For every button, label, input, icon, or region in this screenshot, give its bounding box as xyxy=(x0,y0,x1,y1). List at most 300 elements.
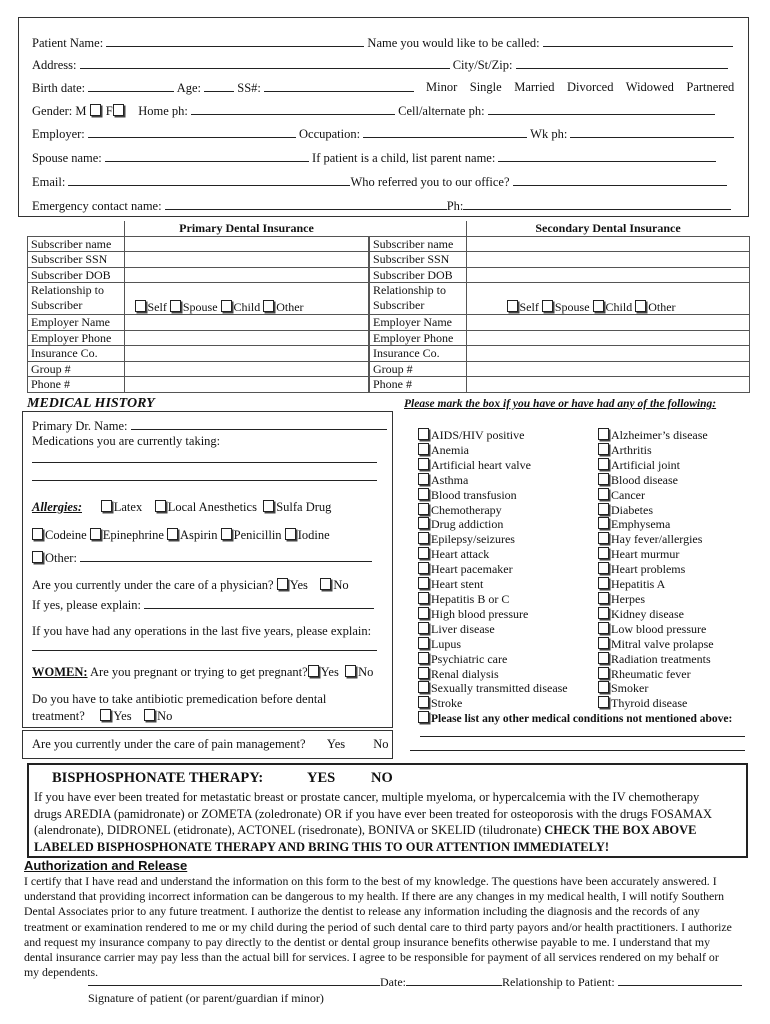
condition-item xyxy=(598,428,714,443)
other-conditions-checkbox[interactable] xyxy=(418,711,429,723)
allergies-label: Allergies: xyxy=(32,500,82,514)
no-label: No xyxy=(358,665,374,679)
emergency-field[interactable] xyxy=(165,198,447,210)
secondary-employer-name-field[interactable] xyxy=(466,315,750,331)
bisphosphonate-line: If you have ever been treated for metastatic breast or prostate cancer, multiple myeloma, or hypercalcemia with the IV chemotherapy xyxy=(34,790,700,804)
condition-checkbox[interactable] xyxy=(418,637,429,649)
condition-checkbox[interactable] xyxy=(418,592,429,604)
condition-label: Radiation treatments xyxy=(611,651,711,666)
date-field[interactable] xyxy=(406,974,502,986)
marital-partnered[interactable]: Partnered xyxy=(686,80,735,94)
condition-item xyxy=(598,443,714,458)
condition-checkbox[interactable] xyxy=(418,517,429,529)
patient-name-field[interactable] xyxy=(106,35,364,47)
ins-row-label: Subscriber name xyxy=(28,236,125,252)
condition-item xyxy=(418,577,568,592)
allergies-row-2 xyxy=(32,528,330,543)
condition-checkbox[interactable] xyxy=(598,473,609,485)
allergies-row-1 xyxy=(32,500,331,515)
date-label: Date: xyxy=(380,975,406,989)
other-conditions-label: Please list any other medical conditions not mentioned above: xyxy=(431,713,733,725)
condition-checkbox[interactable] xyxy=(598,458,609,470)
ins-row-label: Phone # xyxy=(370,377,467,393)
ins-row-label: Group # xyxy=(28,361,125,377)
child-parent-label: If patient is a child, list parent name: xyxy=(312,151,496,165)
other-allergy-checkbox[interactable] xyxy=(32,551,43,563)
ins-row-label: Employer Name xyxy=(370,315,467,331)
aspirin-checkbox[interactable] xyxy=(167,528,178,540)
condition-label: Anemia xyxy=(431,442,469,457)
emergency-ph-field[interactable] xyxy=(463,198,731,210)
women-question: Are you pregnant or trying to get pregnant? xyxy=(90,665,308,679)
pregnant-no-checkbox[interactable] xyxy=(345,665,356,677)
condition-label: Arthritis xyxy=(611,442,652,457)
primary-employer-phone-field[interactable] xyxy=(124,330,369,346)
condition-item xyxy=(598,592,714,607)
condition-checkbox[interactable] xyxy=(418,696,429,708)
city-field[interactable] xyxy=(516,57,728,69)
option-label: Other xyxy=(276,299,304,314)
condition-label: Rheumatic fever xyxy=(611,666,691,681)
condition-item xyxy=(418,696,568,711)
ins-row-label: Employer Phone xyxy=(28,330,125,346)
ins-relationship-line2: Subscriber xyxy=(31,298,83,312)
primary-relationship-options xyxy=(124,283,369,315)
employer-field[interactable] xyxy=(88,126,296,138)
condition-checkbox[interactable] xyxy=(418,667,429,679)
condition-item xyxy=(598,696,714,711)
secondary-subscriber-name-field[interactable] xyxy=(466,236,750,252)
condition-item xyxy=(418,652,568,667)
condition-checkbox[interactable] xyxy=(418,443,429,455)
condition-item xyxy=(598,652,714,667)
home-ph-field[interactable] xyxy=(191,103,395,115)
emergency-label: Emergency contact name: xyxy=(32,199,162,213)
condition-item xyxy=(418,607,568,622)
condition-checkbox[interactable] xyxy=(598,592,609,604)
condition-item xyxy=(418,637,568,652)
gender-female-label: F xyxy=(105,104,113,118)
sulfa-drug-checkbox[interactable] xyxy=(263,500,274,512)
condition-label: High blood pressure xyxy=(431,606,529,621)
ins-row-label: Subscriber DOB xyxy=(28,267,125,283)
birth-label: Birth date: xyxy=(32,81,86,95)
condition-checkbox[interactable] xyxy=(598,622,609,634)
city-label: City/St/Zip: xyxy=(452,58,513,72)
condition-item xyxy=(418,488,568,503)
female-checkbox[interactable] xyxy=(113,104,124,116)
spouse-label: Spouse name: xyxy=(32,151,102,165)
no-label: No xyxy=(157,709,173,723)
referred-field[interactable] xyxy=(513,174,727,186)
ins-row-label: Subscriber SSN xyxy=(370,252,467,268)
condition-item xyxy=(598,473,714,488)
wk-ph-field[interactable] xyxy=(570,126,734,138)
allergy-label: Codeine xyxy=(45,528,87,542)
primary-insurance-table xyxy=(27,221,369,393)
child-checkbox[interactable] xyxy=(221,300,232,312)
condition-checkbox[interactable] xyxy=(418,488,429,500)
secondary-employer-phone-field[interactable] xyxy=(466,330,750,346)
condition-checkbox[interactable] xyxy=(418,458,429,470)
ins-relationship-line1: Relationship to xyxy=(373,283,446,297)
condition-checkbox[interactable] xyxy=(418,532,429,544)
condition-checkbox[interactable] xyxy=(598,607,609,619)
antibiotic-row xyxy=(32,709,172,724)
home-ph-label: Home ph: xyxy=(138,104,188,118)
child-parent-field[interactable] xyxy=(498,150,716,162)
condition-label: Diabetes xyxy=(611,502,653,517)
secondary-group-field[interactable] xyxy=(466,361,750,377)
explain-label: If yes, please explain: xyxy=(32,598,141,612)
employer-row xyxy=(32,126,734,142)
signature-row xyxy=(88,974,742,990)
epinephrine-checkbox[interactable] xyxy=(90,528,101,540)
condition-label: Smoker xyxy=(611,681,649,696)
secondary-relationship-options xyxy=(466,283,750,315)
condition-checkbox[interactable] xyxy=(598,488,609,500)
condition-label: Chemotherapy xyxy=(431,502,502,517)
primary-group-field[interactable] xyxy=(124,361,369,377)
secondary-phone-field[interactable] xyxy=(466,377,750,393)
condition-item xyxy=(598,622,714,637)
option-label: Child xyxy=(233,299,261,314)
condition-checkbox[interactable] xyxy=(418,577,429,589)
condition-item xyxy=(418,428,568,443)
condition-label: Mitral valve prolapse xyxy=(611,636,714,651)
condition-item xyxy=(598,503,714,518)
marital-minor[interactable]: Minor xyxy=(426,80,458,94)
other-conditions-line-2[interactable] xyxy=(410,750,745,751)
ins-row-label: Phone # xyxy=(28,377,125,393)
pain-yes-option[interactable]: Yes xyxy=(326,737,346,751)
employer-label: Employer: xyxy=(32,127,85,141)
pain-question: Are you currently under the care of pain management? xyxy=(32,737,306,751)
email-row xyxy=(32,174,727,190)
condition-item xyxy=(598,607,714,622)
condition-checkbox[interactable] xyxy=(418,607,429,619)
condition-label: Drug addiction xyxy=(431,517,504,532)
iodine-checkbox[interactable] xyxy=(285,528,296,540)
ins-row-label: Employer Name xyxy=(28,315,125,331)
condition-checkbox[interactable] xyxy=(418,547,429,559)
address-label: Address: xyxy=(32,58,77,72)
condition-label: Hay fever/allergies xyxy=(611,532,703,547)
emergency-ph-label: Ph: xyxy=(446,199,464,213)
primary-dr-row xyxy=(32,418,387,434)
ins-relationship-label xyxy=(370,283,467,315)
called-name-field[interactable] xyxy=(543,35,733,47)
condition-item xyxy=(418,503,568,518)
authorization-heading: Authorization and Release xyxy=(24,858,188,873)
condition-item xyxy=(418,667,568,682)
pain-row xyxy=(32,737,389,752)
condition-label: Sexually transmitted disease xyxy=(431,681,568,696)
condition-label: AIDS/HIV positive xyxy=(431,428,525,442)
authorization-line: I certify that I have read and understand the information on this form to the best of my knowledge. The questions have been accurately answered. I xyxy=(24,874,717,888)
emergency-row xyxy=(32,198,731,214)
physician-no-checkbox[interactable] xyxy=(320,578,331,590)
condition-checkbox[interactable] xyxy=(418,652,429,664)
codeine-checkbox[interactable] xyxy=(32,528,43,540)
condition-checkbox[interactable] xyxy=(418,473,429,485)
condition-label: Stroke xyxy=(431,696,463,711)
bisphosphonate-line-3 xyxy=(34,822,712,839)
spouse-checkbox[interactable] xyxy=(542,300,553,312)
medical-history-heading: MEDICAL HISTORY xyxy=(27,396,155,411)
condition-label: Herpes xyxy=(611,591,645,606)
condition-checkbox[interactable] xyxy=(598,443,609,455)
physician-row xyxy=(32,578,349,593)
condition-checkbox[interactable] xyxy=(418,503,429,515)
authorization-line: my dependents. xyxy=(24,965,99,980)
other-checkbox[interactable] xyxy=(263,300,274,312)
authorization-line: understand that providing incorrect information can be dangerous to my health. If there are any changes in my medical health, I will notify Southern xyxy=(24,889,725,904)
condition-label: Cancer xyxy=(611,487,645,502)
ins-row-label: Group # xyxy=(370,361,467,377)
condition-item xyxy=(418,443,568,458)
bisphosphonate-warning: CHECK THE BOX ABOVE xyxy=(544,823,697,837)
primary-phone-field[interactable] xyxy=(124,377,369,393)
medications-line-2[interactable] xyxy=(32,470,377,481)
condition-label: Blood disease xyxy=(611,472,678,487)
condition-checkbox[interactable] xyxy=(598,652,609,664)
ins-row-label: Subscriber SSN xyxy=(28,252,125,268)
condition-label: Liver disease xyxy=(431,621,495,636)
primary-dr-label: Primary Dr. Name: xyxy=(32,419,128,433)
address-field[interactable] xyxy=(80,57,450,69)
conditions-instruction: Please mark the box if you have or have had any of the following: xyxy=(404,398,717,410)
ins-row-label: Insurance Co. xyxy=(370,346,467,362)
ins-relationship-line2: Subscriber xyxy=(373,298,425,312)
authorization-text xyxy=(24,874,732,980)
condition-label: Lupus xyxy=(431,636,461,651)
allergy-label: Aspirin xyxy=(180,528,218,542)
bisphosphonate-yes[interactable]: YES xyxy=(307,770,336,786)
local-anesthetics-checkbox[interactable] xyxy=(155,500,166,512)
primary-employer-name-field[interactable] xyxy=(124,315,369,331)
condition-item xyxy=(598,532,714,547)
condition-checkbox[interactable] xyxy=(598,532,609,544)
cell-label: Cell/alternate ph: xyxy=(398,104,485,118)
occupation-field[interactable] xyxy=(363,126,527,138)
signature-field[interactable] xyxy=(88,974,380,986)
pregnant-yes-checkbox[interactable] xyxy=(308,665,319,677)
primary-subscriber-dob-field[interactable] xyxy=(124,267,369,283)
no-label: No xyxy=(333,578,349,592)
condition-checkbox[interactable] xyxy=(598,577,609,589)
bisphosphonate-no[interactable]: NO xyxy=(371,770,393,786)
marital-widowed[interactable]: Widowed xyxy=(625,80,674,94)
patient-name-label: Patient Name: xyxy=(32,36,104,50)
operations-question: If you have had any operations in the last five years, please explain: xyxy=(32,624,372,638)
other-allergy-field[interactable] xyxy=(80,550,372,562)
condition-item xyxy=(418,547,568,562)
secondary-subscriber-ssn-field[interactable] xyxy=(466,252,750,268)
yes-label: Yes xyxy=(289,578,308,592)
condition-checkbox[interactable] xyxy=(598,503,609,515)
marital-single[interactable]: Single xyxy=(469,80,502,94)
other-checkbox[interactable] xyxy=(635,300,646,312)
relationship-field[interactable] xyxy=(618,974,742,986)
relationship-label: Relationship to Patient: xyxy=(502,975,615,989)
condition-checkbox[interactable] xyxy=(418,428,429,440)
condition-label: Heart pacemaker xyxy=(431,562,513,577)
primary-insurance-co-field[interactable] xyxy=(124,346,369,362)
operations-line[interactable] xyxy=(32,640,377,651)
condition-label: Low blood pressure xyxy=(611,621,707,636)
self-checkbox[interactable] xyxy=(507,300,518,312)
primary-subscriber-ssn-field[interactable] xyxy=(124,252,369,268)
condition-item xyxy=(598,637,714,652)
male-checkbox[interactable] xyxy=(90,104,101,116)
secondary-insurance-title: Secondary Dental Insurance xyxy=(466,221,750,236)
primary-subscriber-name-field[interactable] xyxy=(124,236,369,252)
signature-caption: Signature of patient (or parent/guardian if minor) xyxy=(88,991,324,1005)
gender-label: Gender: xyxy=(32,104,73,118)
explain-field[interactable] xyxy=(144,597,374,609)
condition-label: Heart problems xyxy=(611,562,686,577)
gender-male-label: M xyxy=(75,104,87,118)
condition-item xyxy=(418,473,568,488)
condition-label: Alzheimer’s disease xyxy=(611,428,708,442)
allergy-other-row xyxy=(32,550,372,566)
allergy-label: Latex xyxy=(113,500,143,514)
ins-row-label: Subscriber DOB xyxy=(370,267,467,283)
condition-checkbox[interactable] xyxy=(598,637,609,649)
explain-row xyxy=(32,597,374,613)
condition-label: Psychiatric care xyxy=(431,651,508,666)
bisphosphonate-warning: LABELED BISPHOSPHONATE THERAPY AND BRING THIS TO OUR ATTENTION IMMEDIATELY! xyxy=(34,839,610,854)
conditions-right-list xyxy=(598,428,714,711)
condition-checkbox[interactable] xyxy=(598,428,609,440)
pain-no-option[interactable]: No xyxy=(373,737,389,751)
ssn-field[interactable] xyxy=(264,80,414,92)
condition-checkbox[interactable] xyxy=(418,562,429,574)
medications-line-1[interactable] xyxy=(32,452,377,463)
condition-label: Heart attack xyxy=(431,547,490,562)
cell-field[interactable] xyxy=(488,103,715,115)
condition-checkbox[interactable] xyxy=(598,517,609,529)
authorization-line: and request my insurance company to pay directly to the dentist or dental group insurance benefits otherwise payable to me. I understand that my xyxy=(24,934,710,949)
bisphosphonate-line: drugs AREDIA (pamidronate) or ZOMETA (zoledronate) OR if you have ever been treated for osteoporosis with the drugs FOSAMAX xyxy=(34,806,713,821)
condition-checkbox[interactable] xyxy=(418,622,429,634)
self-checkbox[interactable] xyxy=(135,300,146,312)
option-label: Child xyxy=(605,299,633,314)
occupation-label: Occupation: xyxy=(299,127,361,141)
option-label: Other xyxy=(648,299,676,314)
condition-item xyxy=(418,622,568,637)
primary-dr-field[interactable] xyxy=(131,418,387,430)
condition-checkbox[interactable] xyxy=(418,681,429,693)
referred-label: Who referred you to our office? xyxy=(350,175,510,189)
allergy-label: Epinephrine xyxy=(102,528,164,542)
condition-item xyxy=(418,562,568,577)
child-checkbox[interactable] xyxy=(593,300,604,312)
yes-label: Yes xyxy=(113,709,132,723)
condition-label: Heart stent xyxy=(431,577,484,592)
condition-item xyxy=(598,488,714,503)
authorization-line: treatment or examination rendered to me or my child during the period of such dental care to third party payors and/or health practitioners. I authorize xyxy=(24,919,732,934)
physician-yes-checkbox[interactable] xyxy=(277,578,288,590)
latex-checkbox[interactable] xyxy=(101,500,112,512)
bisphosphonate-title: BISPHOSPHONATE THERAPY: xyxy=(52,770,264,786)
age-label: Age: xyxy=(176,81,201,95)
option-label: Spouse xyxy=(182,299,218,314)
condition-label: Heart murmur xyxy=(611,547,680,562)
spouse-checkbox[interactable] xyxy=(170,300,181,312)
condition-item xyxy=(598,667,714,682)
ins-row-label: Employer Phone xyxy=(370,330,467,346)
authorization-line: dental insurance carrier may pay less than the actual bill for services. I agree to be responsible for payment of all services rendered on my behalf or xyxy=(24,950,719,965)
marital-divorced[interactable]: Divorced xyxy=(566,80,614,94)
allergy-label: Penicillin xyxy=(233,528,282,542)
ins-relationship-label xyxy=(28,283,125,315)
secondary-insurance-co-field[interactable] xyxy=(466,346,750,362)
physician-question: Are you currently under the care of a physician? xyxy=(32,578,274,592)
age-field[interactable] xyxy=(204,80,234,92)
patient-name-row xyxy=(32,35,733,51)
email-field[interactable] xyxy=(68,174,350,186)
spouse-field[interactable] xyxy=(105,150,309,162)
medications-label: Medications you are currently taking: xyxy=(32,434,221,448)
penicillin-checkbox[interactable] xyxy=(221,528,232,540)
address-row xyxy=(32,57,728,73)
women-row xyxy=(32,665,373,680)
condition-checkbox[interactable] xyxy=(598,547,609,559)
condition-label: Thyroid disease xyxy=(611,696,688,711)
other-conditions-row xyxy=(418,711,732,725)
ins-relationship-line1: Relationship to xyxy=(31,283,104,297)
condition-checkbox[interactable] xyxy=(598,681,609,693)
condition-item xyxy=(598,577,714,592)
condition-label: Hepatitis B or C xyxy=(431,591,510,606)
condition-label: Blood transfusion xyxy=(431,487,517,502)
gender-row xyxy=(32,103,715,119)
condition-item xyxy=(418,517,568,532)
antibiotic-yes-checkbox[interactable] xyxy=(100,709,111,721)
condition-label: Epilepsy/seizures xyxy=(431,532,515,547)
condition-checkbox[interactable] xyxy=(598,562,609,574)
birth-field[interactable] xyxy=(88,80,174,92)
allergy-label: Local Anesthetics xyxy=(167,500,257,514)
email-label: Email: xyxy=(32,175,66,189)
condition-item xyxy=(418,681,568,696)
condition-item xyxy=(598,562,714,577)
secondary-subscriber-dob-field[interactable] xyxy=(466,267,750,283)
antibiotic-question-line2: treatment? xyxy=(32,709,85,723)
condition-label: Artificial heart valve xyxy=(431,457,531,472)
other-conditions-line-1[interactable] xyxy=(420,736,745,737)
wk-ph-label: Wk ph: xyxy=(530,127,568,141)
bisphosphonate-text xyxy=(34,789,712,855)
marital-married[interactable]: Married xyxy=(514,80,555,94)
condition-item xyxy=(598,517,714,532)
condition-item xyxy=(418,592,568,607)
condition-checkbox[interactable] xyxy=(598,667,609,679)
condition-item xyxy=(418,458,568,473)
option-label: Self xyxy=(519,299,539,314)
ins-row-label: Insurance Co. xyxy=(28,346,125,362)
authorization-line: Dental Associates prior to any future treatment. I authorize the dentist to release any information including the diagnosis and the records of any xyxy=(24,904,700,919)
bisphosphonate-line: (alendronate), DIDRONEL (etidronate), ACTONEL (risedronate), BONIVA or SKELID (tiludronate) xyxy=(34,823,542,837)
condition-item xyxy=(598,458,714,473)
yes-label: Yes xyxy=(320,665,339,679)
condition-checkbox[interactable] xyxy=(598,696,609,708)
antibiotic-no-checkbox[interactable] xyxy=(144,709,155,721)
ins-row-label: Subscriber name xyxy=(370,236,467,252)
condition-label: Kidney disease xyxy=(611,606,684,621)
